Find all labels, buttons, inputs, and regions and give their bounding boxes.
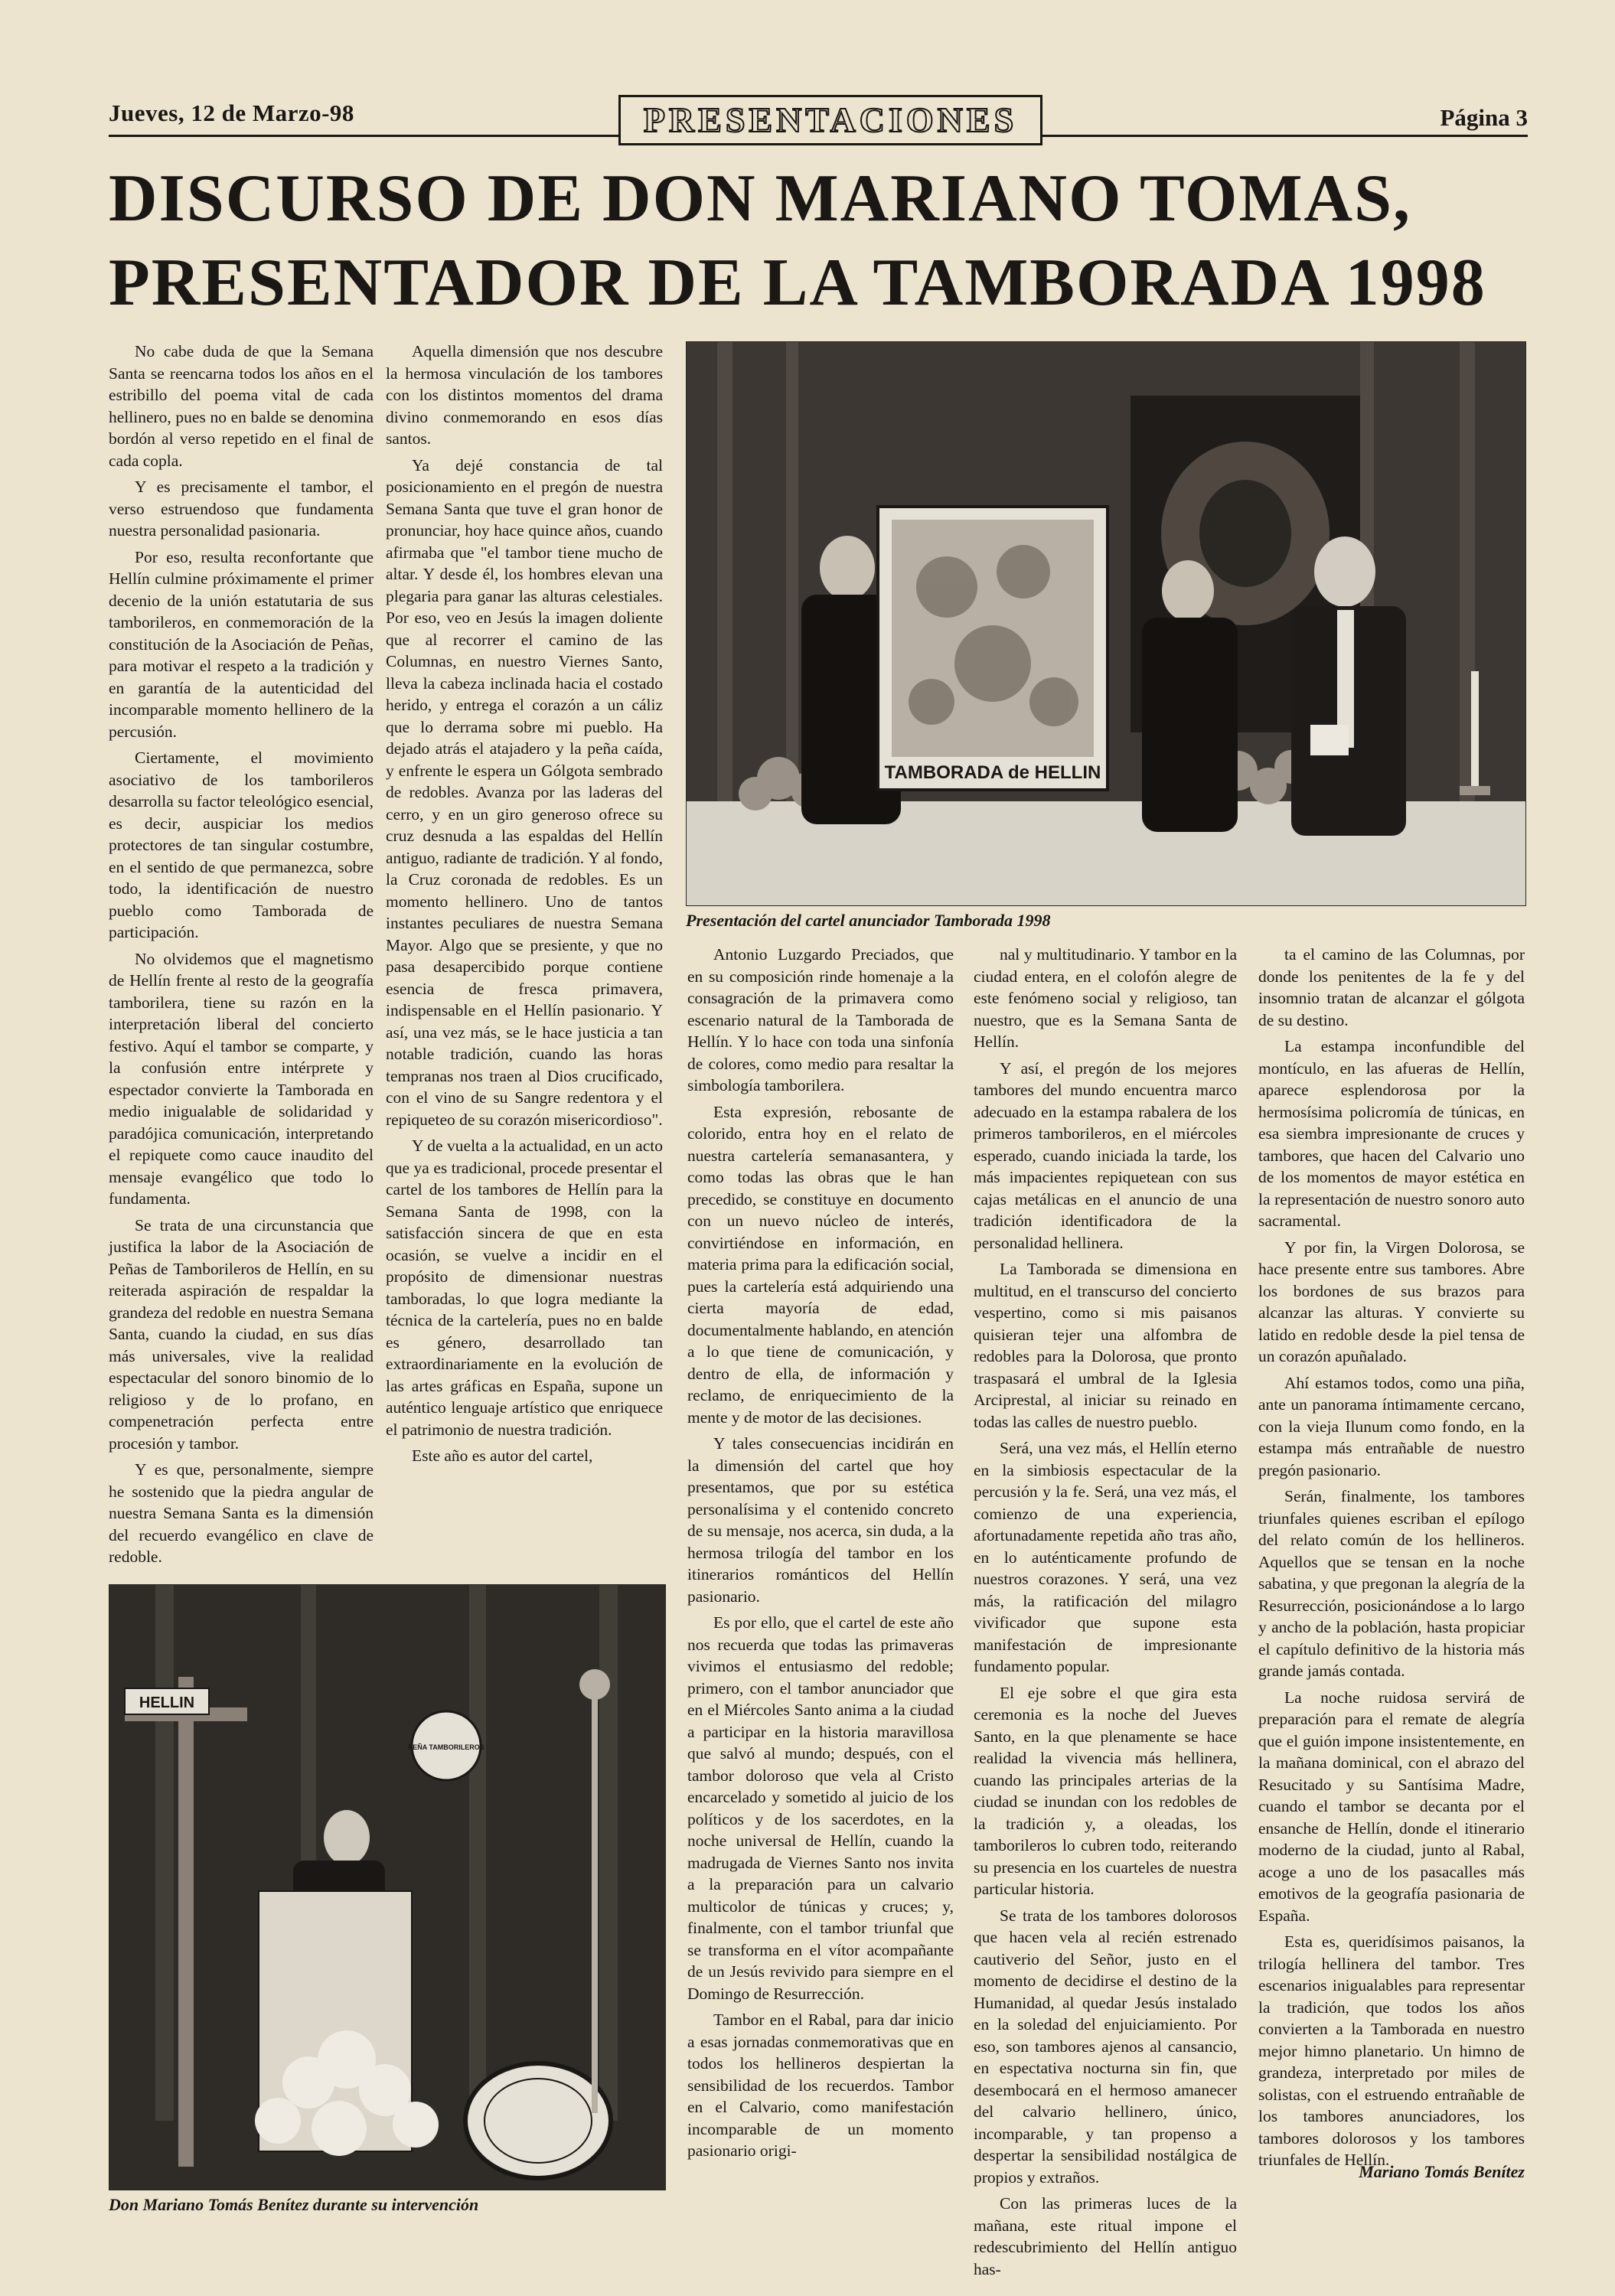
poster-title: TAMBORADA de HELLIN xyxy=(884,762,1101,783)
article-column-1 xyxy=(109,341,374,1573)
paragraph: Será, una vez más, el Hellín eterno en la simbiosis espectacular de la percusión y la fe. Será, una vez más, el comienzo de una experiencia, afortunadamente repetida año tras año, en lo auténticamente profundo de nuestros corazones. Y será, una vez más, la ratificación del milagro vivificador que supone esta manifestación de impresionante fundamento popular. xyxy=(974,1439,1237,1675)
poster-presentation-photo xyxy=(686,341,1526,906)
paragraph: Tambor en el Rabal, para dar inicio a esas jornadas conmemorativas que en todos los hellineros despiertan la sensibilidad de los recuerdos. Tambor en el Calvario, como manifestación incomparable de un momento pasionario origi- xyxy=(687,2011,954,2160)
paragraph: No cabe duda de que la Semana Santa se reencarna todos los años en el estribillo del poema vital de cada hellinero, pues no en balde se denomina bordón al verso repetido en el final de cada copla. xyxy=(109,342,374,470)
photo-1-caption: Presentación del cartel anunciador Tamborada 1998 xyxy=(686,911,1051,930)
cross-sign-text: HELLIN xyxy=(139,1694,195,1711)
paragraph: Se trata de una circunstancia que justifica la labor de la Asociación de Peñas de Tamborileros de Hellín, en su reiterada aspiración de respaldar la grandeza del redoble en nuestra Semana Santa, cuando la ciudad, en sus días más universales, vive la realidad espectacular del sonoro binomio de lo religioso y de lo profano, en compenetración perfecta entre procesión y tambor. xyxy=(109,1215,374,1453)
paragraph: Por eso, resulta reconfortante que Hellín culmine próximamente el primer decenio de la unión estatutaria de sus tamborileros, en conmemoración de la constitución de la Asociación de Peñas, para motivar el respeto a la tradición y en garantía de la autenticidad del incomparable momento hellinero de la percusión. xyxy=(109,547,374,741)
paragraph: Serán, finalmente, los tambores triunfales quienes escriban el epílogo del relato común de los hellineros. Aquellos que se tensan en la noche sabatina, y que pregonan la alegría de la Resurrección, posicionándose a lo largo y ancho de la población, hasta propiciar el capítulo definitivo de la historia más grande jamás contada. xyxy=(1258,1487,1525,1680)
paragraph: nal y multitudinario. Y tambor en la ciudad entera, en el colofón alegre de este fenómeno social y religioso, tan nuestro, que es la Semana Santa de Hellín. xyxy=(974,945,1237,1051)
paragraph: ta el camino de las Columnas, por donde los penitentes de la fe y del insomnio tratan de alcanzar el gólgota de su destino. xyxy=(1258,945,1525,1029)
paragraph: Ciertamente, el movimiento asociativo de los tamborileros desarrolla su factor teleológico esencial, es decir, auspiciar los medios protectores de tan singular costumbre, en el sentido de que permanezca, sobre todo, la identificación de nuestro pueblo como Tamborada de participación. xyxy=(109,748,374,941)
paragraph: La noche ruidosa servirá de preparación para el remate de alegría que el guión impone insistentemente, en la mañana dominical, con el abrazo del Resucitado y su Santísima Madre, cuando el tambor se decanta por el ensanche de Hellín, donde el itinerario moderno de la ciudad, junto al Rabal, acoge a uno de los pasacalles más emotivos de la geografía pasionaria de España. xyxy=(1258,1688,1525,1925)
paragraph: La Tamborada se dimensiona en multitud, en el transcurso del concierto vespertino, como si mis paisanos quisieran tejer una alfombra de redobles para la Dolorosa, que pronto traspasará el umbral de la Iglesia Arciprestal, al iniciar su reinado en todas las calles de nuestro pueblo. xyxy=(974,1260,1237,1431)
paragraph: Antonio Luzgardo Preciados, que en su composición rinde homenaje a la consagración de la primavera como escenario natural de la Tamborada de Hellín. Y lo hace con toda una sinfonía de colores, como medio para resaltar la simbología tamborilera. xyxy=(687,945,954,1094)
paragraph: Ahí estamos todos, como una piña, ante un panorama íntimamente cercano, con la vieja Ilunum como fondo, en la estampa más entrañable de nuestro pregón pasionario. xyxy=(1258,1373,1525,1479)
paragraph: Es por ello, que el cartel de este año nos recuerda que todas las primaveras vivimos el entusiasmo del redoble; primero, con el tambor anunciador que en el Miércoles Santo anima a la ciudad a participar en la historia maravillosa que salvó al mundo; después, con el tambor doloroso que vela al Cristo encarcelado y sometido al juicio de los políticos y de los sacerdotes, en la noche universal de Hellín, cuando la madrugada de Viernes Santo nos invita a la preparación para un calvario multicolor de túnicas y cruces; y, finalmente, con el tambor triunfal que se transforma en el vítor acompañante de un Jesús revivido para siempre en el Domingo de Resurrección. xyxy=(687,1613,954,2003)
headline xyxy=(109,157,1532,325)
speaker-image xyxy=(109,1585,665,2190)
paragraph: Aquella dimensión que nos descubre la hermosa vinculación de los tambores con los distintos momentos del drama divino conmemorando en esos días santos. xyxy=(386,342,663,448)
photo-2-caption: Don Mariano Tomás Benítez durante su intervención xyxy=(109,2195,479,2214)
speaker-photo xyxy=(109,1584,666,2190)
paragraph: Y por fin, la Virgen Dolorosa, se hace presente entre sus tambores. Abre los bordones de sus brazos para alcanzar las alturas. Y convierte su latido en redoble desde la piel tensa de un corazón apuñalado. xyxy=(1258,1238,1525,1365)
paragraph: Y de vuelta a la actualidad, en un acto que ya es tradicional, procede presentar el cartel de los tambores de Hellín para la Semana Santa de 1998, con la satisfacción sincera de que en esta ocasión, se vuelve a incidir en el propósito de dimensionar nuestras tamboradas, lo que logra mediante la técnica de la cartelería, pues no en balde es género, desarrollado tan extraordinariamente en la evolución de las artes gráficas en España, supone un auténtico lenguaje artístico que enriquece el patrimonio de nuestra tradición. xyxy=(386,1137,663,1439)
headline-line-2: PRESENTADOR DE LA TAMBORADA 1998 xyxy=(109,246,1486,320)
paragraph: Y es precisamente el tambor, el verso estruendoso que fundamenta nuestra personalidad pasionaria. xyxy=(109,478,374,540)
drum-emblem-text: PEÑA TAMBORILEROS xyxy=(408,1743,484,1751)
paragraph: Se trata de los tambores dolorosos que hacen vela al recién estrenado cautiverio del Señor, justo en el momento de decidirse el destino de la Humanidad, al quedar Jesús instalado en la soledad del enjuiciamiento. Por eso, son tambores ajenos al cansancio, en espectativa nocturna sin fin, que desembocará en el hermoso amanecer del calvario hellinero, único, incomparable, y tan propenso a despertar la sensibilidad nostálgica de propios y extraños. xyxy=(974,1906,1237,2187)
paragraph: Con las primeras luces de la mañana, este ritual impone el redescubrimiento del Hellín antiguo has- xyxy=(974,2194,1237,2278)
paragraph: Este año es autor del cartel, xyxy=(412,1446,593,1465)
article-column-4 xyxy=(974,944,1237,2285)
article-column-5 xyxy=(1258,944,1525,2176)
section-title: PRESENTACIONES xyxy=(618,95,1042,145)
article-column-2 xyxy=(386,341,663,1472)
paragraph: La estampa inconfundible del montículo, en las afueras de Hellín, aparece esplendorosa por la hermosísima policromía de túnicas, en esa siembra impresionante de cruces y tambores, que hacen del Calvario uno de los momentos de mayor estética en la representación de nuestro sonoro auto sacramental. xyxy=(1258,1037,1525,1230)
paragraph: Esta es, queridísimos paisanos, la trilogía hellinera del tambor. Tres escenarios inigualables para representar la tradición, que todos los años convierten a la Tamborada en nuestro mejor himno planetario. Un himno de grandeza, interpretado por miles de solistas, con el estruendo entrañable de los tambores anunciadores, los tambores dolorosos y los tambores triunfales de Hellín. xyxy=(1258,1932,1525,2169)
paragraph: Y así, el pregón de los mejores tambores del mundo encuentra marco adecuado en la estampa rabalera de los primeros tamborileros, en el miércoles esperado, cuando iniciada la tarde, los más impacientes repiquetean con sus cajas metálicas en el anuncio de una tradición identificadora de la personalidad hellinera. xyxy=(974,1058,1237,1252)
paragraph: Ya dejé constancia de tal posicionamiento en el pregón de nuestra Semana Santa que tuve el gran honor de pronunciar, hoy hace quince años, cuando afirmaba que "el tambor tiene mucho de altar. Y desde él, los hombres elevan una plegaria para ganar las alturas celestiales. Por eso, veo en Jesús la imagen doliente que al recorrer el camino de las Columnas, en nuestro Viernes Santo, lleva la cabeza inclinada hacia el costado herido, y entrega el corazón a un cáliz que lo derrama sobre mi pueblo. Ha dejado atrás el atajadero y la peña caída, y enfrente le espera un Gólgota sembrado de redobles. Avanza por las laderas del cerro, y en un giro generoso ofrece su cruz desnuda a las espaldas del Hellín antiguo, radiante de tradición. Y al fondo, la Cruz coronada de redobles. Es un momento hellinero. Uno de tantos instantes peculiares de nuestra Semana Mayor. Algo que se presiente, y que no pasa desapercibido porque contiene esencia de fresca primavera, indispensable en el Hellín pasionario. Y así, una vez más, se le hace justicia a tan notable tradición, cuando las horas tempranas nos traen al Dios crucificado, con el vino de su Sangre redentora y el repiqueteo de su corazón misericordioso". xyxy=(386,455,663,1129)
headline-line-1: DISCURSO DE DON MARIANO TOMAS, xyxy=(109,161,1412,236)
paragraph: El eje sobre el que gira esta ceremonia es la noche del Jueves Santo, en la que plenamente se hace realidad la vivencia más hellinera, cuando las principales arterias de la ciudad se inundan con los redobles de la tradición y, a oleadas, los tamborileros lo cubren todo, reiterando su presencia en los cuarteles de nuestra particular historia. xyxy=(974,1683,1237,1898)
author-signature: Mariano Tomás Benítez xyxy=(1359,2162,1525,2181)
paragraph: Y tales consecuencias incidirán en la dimensión del cartel que hoy presentamos, que por su estética personalísima y el contenido concreto de su mensaje, nos acerca, sin duda, a la hermosa trilogía del tambor en los itinerarios románticos del Hellín pasionario. xyxy=(687,1434,954,1606)
issue-date: Jueves, 12 de Marzo-98 xyxy=(109,99,354,126)
page-number: Página 3 xyxy=(1440,104,1528,131)
poster-presentation-image xyxy=(687,342,1525,905)
paragraph: Y es que, personalmente, siempre he sostenido que la piedra angular de nuestra Semana Santa es la dimensión del recuerdo evangélico en clave de redoble. xyxy=(109,1460,374,1566)
paragraph: No olvidemos que el magnetismo de Hellín frente al resto de la geografía tamborilera, tiene su razón en la interpretación liberal del concierto festivo. Aquí el tambor se comparte, y la confusión entre intérprete y espectador convierte la Tamborada en medio inigualable de solidaridad y paradójica comunicación, interpretando el repiquete como cauce inaudito del mensaje evangélico que todo lo fundamenta. xyxy=(109,949,374,1208)
paragraph: Esta expresión, rebosante de colorido, entra hoy en el relato de nuestra cartelería semanasantera, y como todas las obras que le han precedido, se constituye en documento con un nuevo núcleo de interés, convirtiéndose en información, en materia prima para la edificación social, pues la cartelería está adquiriendo una cierta mayoría de edad, documentalmente hablando, en atención a lo que tiene de comunicación, y dentro de ella, de información y reclamo, de enriquecimiento de la mente y de motor de las decisiones. xyxy=(687,1102,954,1427)
article-column-3 xyxy=(687,944,954,2167)
